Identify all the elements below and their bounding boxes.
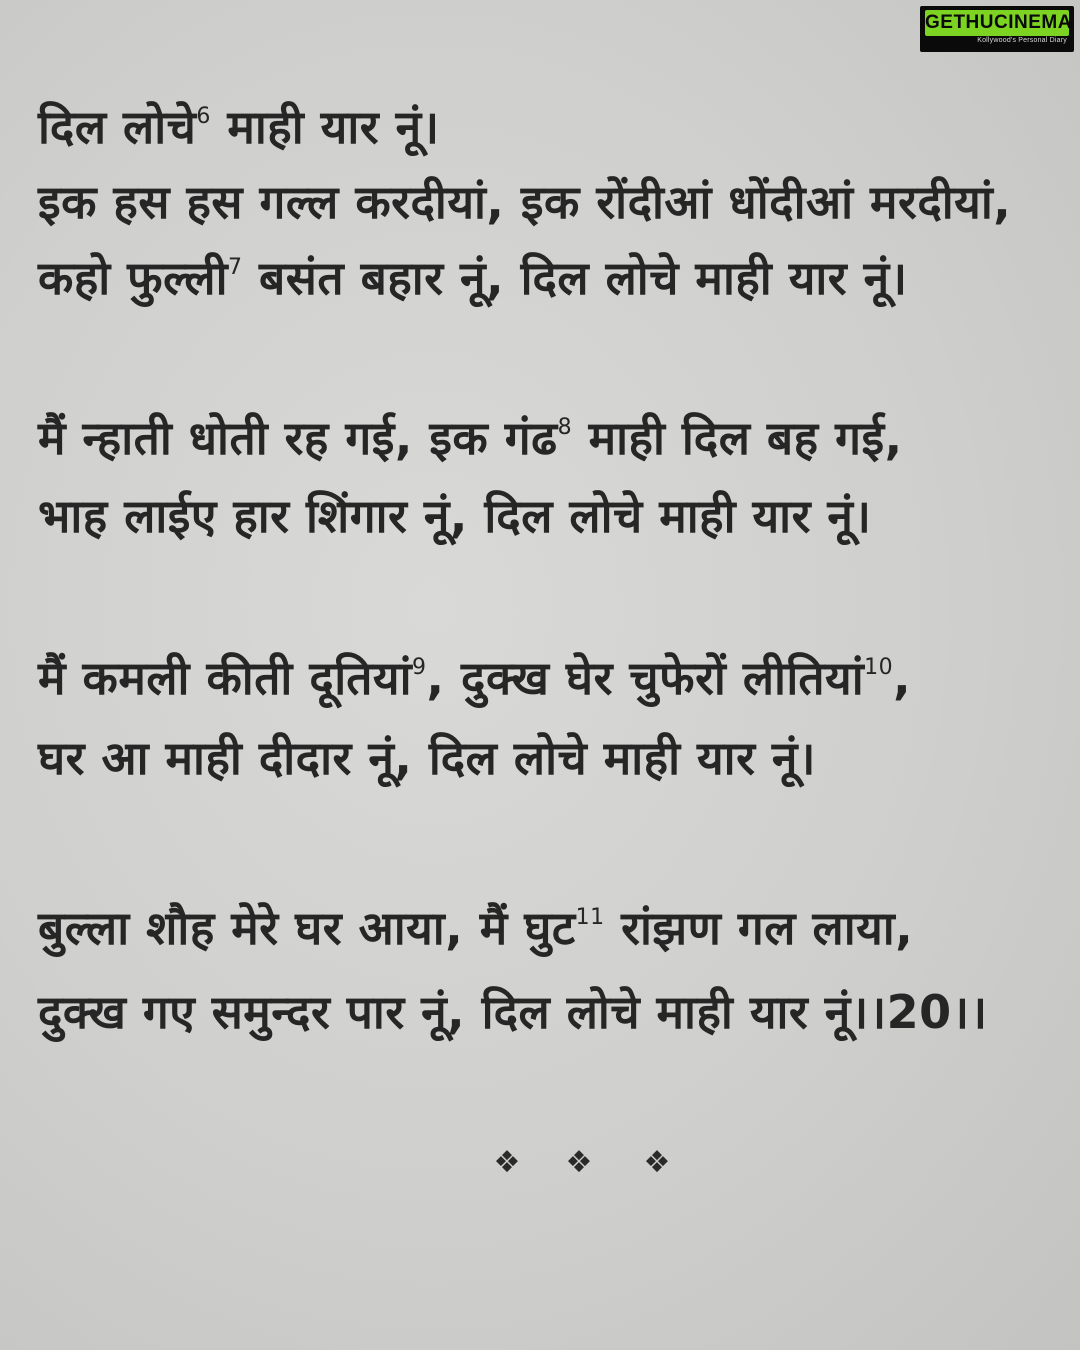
poem-line-5: भाह लाईए हार शिंगार नूं, दिल लोचे माही यार नूं। bbox=[38, 489, 872, 543]
ornament-diamond-icon: ❖ bbox=[565, 1145, 593, 1180]
watermark-tagline: Kollywood's Personal Diary bbox=[977, 37, 1067, 44]
poem-line-8: बुल्ला शौह मेरे घर आया, मैं घुट$^{11}$ रांझण गल लाया, bbox=[38, 901, 914, 955]
ornament-diamond-icon: ❖ bbox=[493, 1145, 521, 1180]
watermark-brand: GETHUCINEMA bbox=[925, 10, 1069, 36]
footnote-marker: 7 bbox=[228, 255, 243, 280]
footnote-marker: 11 bbox=[575, 905, 605, 930]
poem-line-9: दुक्ख गए समुन्दर पार नूं, दिल लोचे माही यार नूं।।20।। bbox=[38, 985, 988, 1039]
ornament-diamond-icon: ❖ bbox=[643, 1145, 671, 1180]
footnote-marker: 9 bbox=[412, 655, 427, 680]
poem-line-3: कहो फुल्ली$^7$ बसंत बहार नूं, दिल लोचे माही यार नूं। bbox=[38, 251, 908, 305]
footnote-marker: 10 bbox=[864, 655, 894, 680]
poem-line-4: मैं न्हाती धोती रह गई, इक गंढ$^8$ माही दिल बह गई, bbox=[38, 411, 903, 465]
poem-line-2: इक हस हस गल्ल करदीयां, इक रोंदीआं धोंदीआं मरदीयां, bbox=[38, 175, 1012, 229]
poem-line-1: दिल लोचे$^6$ माही यार नूं। bbox=[38, 100, 440, 154]
poem-line-7: घर आ माही दीदार नूं, दिल लोचे माही यार नूं। bbox=[38, 731, 816, 785]
footnote-marker: 8 bbox=[557, 415, 573, 440]
watermark-logo bbox=[920, 6, 1074, 52]
footnote-marker: 6 bbox=[196, 104, 211, 129]
poem-line-6: मैं कमली कीती दूतियां$^9$, दुक्ख घेर चुफेरों लीतियां$^{10}$, bbox=[38, 651, 912, 705]
